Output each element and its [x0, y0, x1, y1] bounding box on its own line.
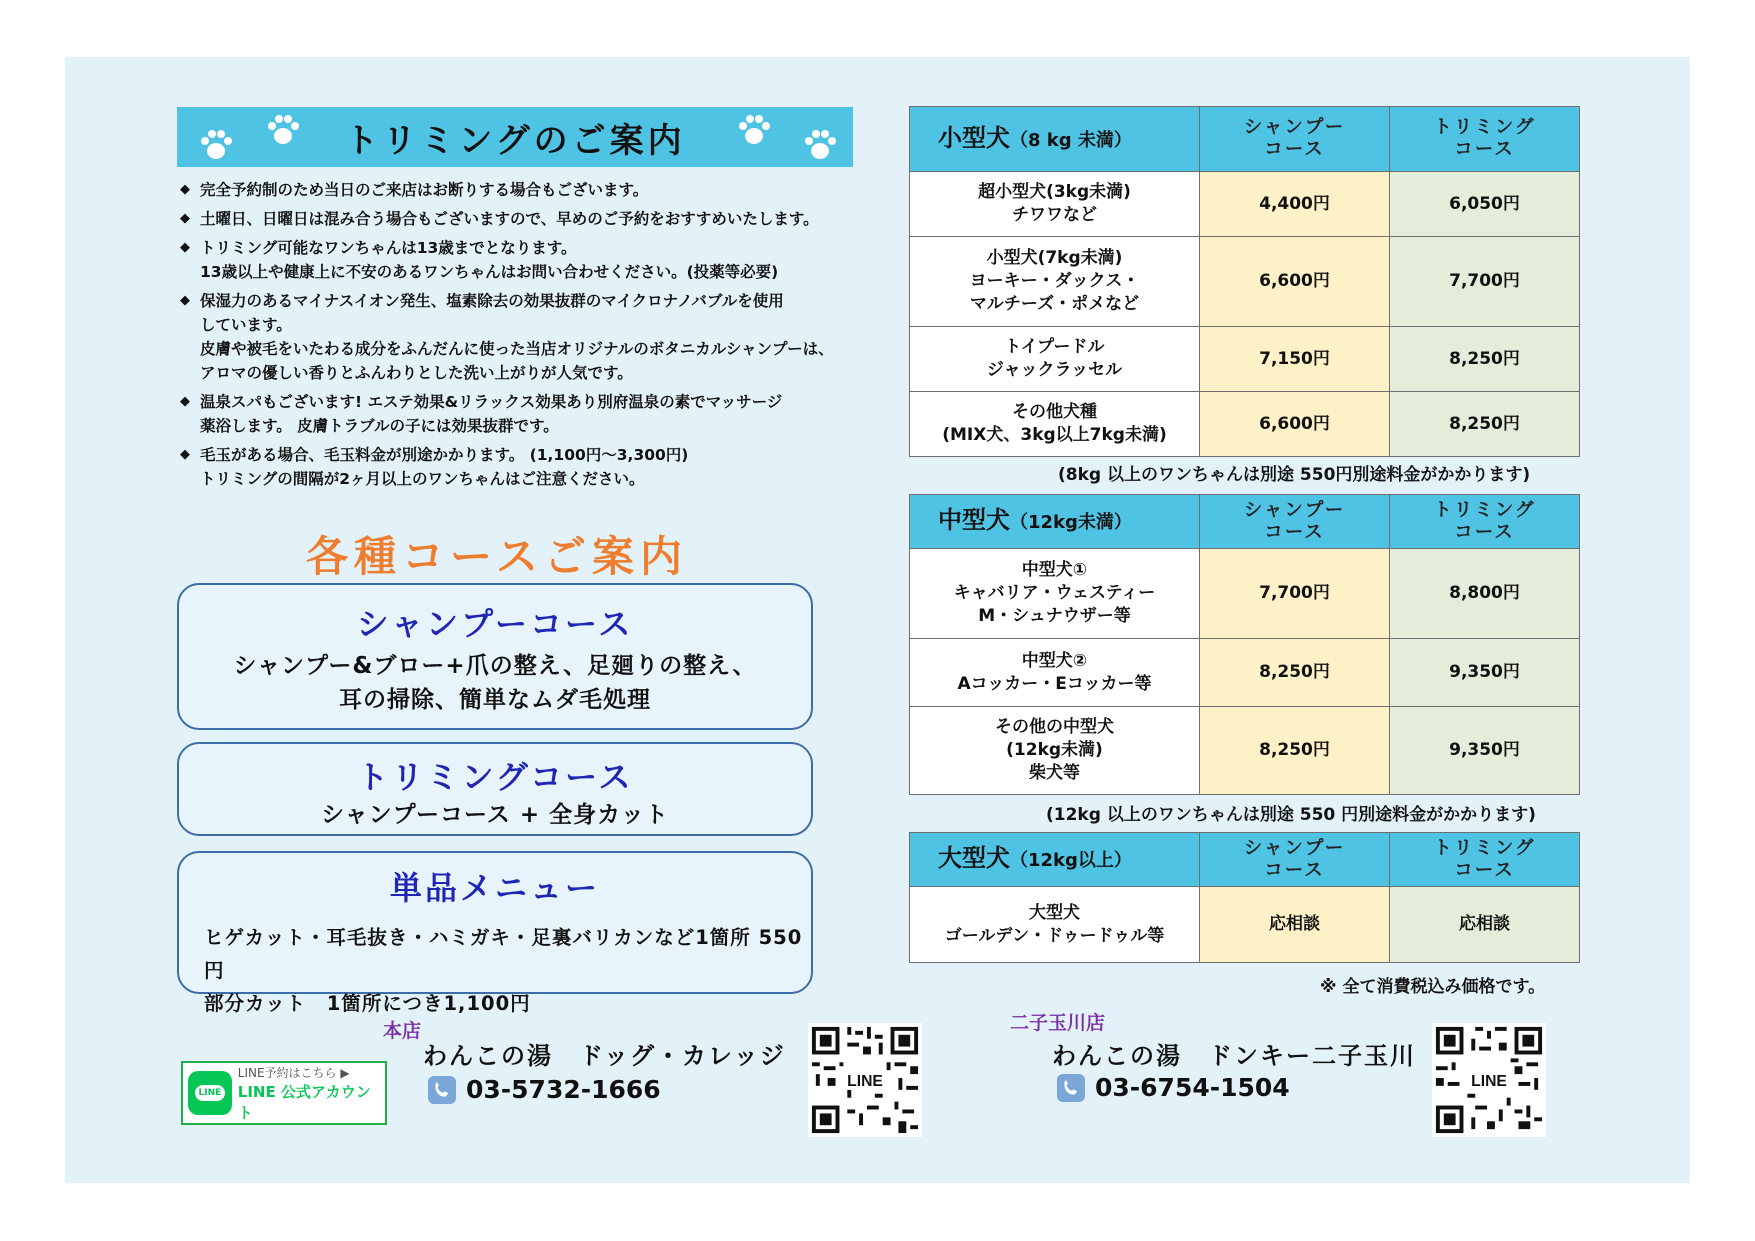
store-tag-branch: 二子玉川店 [1010, 1012, 1106, 1034]
large-dog-price-table [909, 832, 1580, 963]
table-row: 超小型犬(3kg未満) チワワなど 4,400円 6,050円 [910, 172, 1580, 237]
line-button-label: LINE 公式アカウント [237, 1082, 371, 1122]
tax-note: ※ 全て消費税込み価格です。 [1320, 977, 1546, 997]
phone-icon [428, 1076, 456, 1104]
phone-main[interactable]: 03-5732-1666 [428, 1075, 661, 1104]
table-header-row: 大型犬（12kg以上） シャンプー コース トリミング コース [910, 833, 1580, 887]
medium-dog-note: (12kg 以上のワンちゃんは別途 550 円別途料金がかかります) [1046, 805, 1536, 825]
page-title: トリミングのご案内 [344, 120, 686, 161]
paw-icon [263, 110, 303, 150]
trimming-course-box [177, 742, 813, 836]
note-item: ◆ 完全予約制のため当日のご来店はお断りする場合もございます。 [180, 181, 649, 199]
qr-code-icon[interactable] [808, 1023, 922, 1137]
course-desc: シャンプー&ブロー+爪の整え、足廻りの整え、 [233, 653, 757, 679]
course-desc: ヒゲカット・耳毛抜き・ハミガキ・足裏バリカンなど1箇所 550円 [204, 926, 803, 982]
medium-dog-price-table [909, 494, 1580, 795]
line-official-account-button[interactable] [181, 1061, 387, 1125]
course-desc: シャンプーコース + 全身カット [321, 802, 669, 828]
table-row: トイプードル ジャックラッセル 7,150円 8,250円 [910, 327, 1580, 392]
table-row: 小型犬(7kg未満) ヨーキー・ダックス・ マルチーズ・ポメなど 6,600円 7,700円 [910, 237, 1580, 327]
table-row: その他の中型犬 (12kg未満) 柴犬等 8,250円 9,350円 [910, 707, 1580, 795]
table-row: 大型犬 ゴールデン・ドゥードゥル等 応相談 応相談 [910, 887, 1580, 963]
single-menu-box [177, 851, 813, 1015]
course-desc: 部分カット 1箇所につき1,100円 [204, 992, 531, 1015]
shampoo-course-box [177, 583, 813, 730]
note-item: ◆ 保湿力のあるマイナスイオン発生、塩素除去の効果抜群のマイクロナノバブルを使用 しています。 皮膚や被毛をいたわる成分をふんだんに使った当店オリジナルのボタニカルシャンプーは、 アロマの優しい香りとふんわりとした洗い上がりが人気です。 [180, 292, 834, 382]
note-item: ◆ トリミング可能なワンちゃんは13歳までとなります。 13歳以上や健康上に不安のあるワンちゃんはお問い合わせください。(投薬等必要) [180, 239, 779, 281]
phone-icon [1057, 1074, 1085, 1102]
note-item: ◆ 土曜日、日曜日は混み合う場合もございますので、早めのご予約をおすすめいたします。 [180, 210, 819, 228]
line-logo-icon: LINE [188, 1071, 232, 1115]
svg-text:LINE: LINE [1471, 1072, 1507, 1090]
table-row: その他犬種 (MIX犬、3kg以上7kg未満) 6,600円 8,250円 [910, 392, 1580, 457]
qr-code-icon[interactable] [1432, 1023, 1546, 1137]
paw-icon [800, 125, 840, 165]
courses-heading: 各種コースご案内 [306, 532, 688, 581]
course-name: 単品メニュー [389, 869, 600, 907]
phone-branch[interactable]: 03-6754-1504 [1057, 1073, 1290, 1102]
note-item: ◆ 温泉スパもございます! エステ効果&リラックス効果あり別府温泉の素でマッサージ 薬浴します。 皮膚トラブルの子には効果抜群です。 [180, 393, 783, 435]
notes-list [180, 178, 860, 496]
store-tag-main: 本店 [383, 1020, 422, 1042]
line-button-small-label: LINE予約はこちら ▶ [237, 1065, 350, 1080]
small-dog-price-table [909, 106, 1580, 457]
course-desc: 耳の掃除、簡単なムダ毛処理 [339, 687, 651, 713]
course-name: シャンプーコース [356, 605, 634, 643]
course-name: トリミングコース [356, 758, 634, 796]
svg-text:LINE: LINE [847, 1072, 883, 1090]
table-row: 中型犬② Aコッカー・Eコッカー等 8,250円 9,350円 [910, 639, 1580, 707]
table-row: 中型犬① キャバリア・ウェスティー M・シュナウザー等 7,700円 8,800円 [910, 549, 1580, 639]
table-header-row: 中型犬（12kg未満） シャンプー コース トリミング コース [910, 495, 1580, 549]
table-header-row: 小型犬（8 kg 未満） シャンプー コース トリミング コース [910, 107, 1580, 172]
store-name-main: わんこの湯 ドッグ・カレッジ [423, 1042, 786, 1070]
note-item: ◆ 毛玉がある場合、毛玉料金が別途かかります。 (1,100円～3,300円) トリミングの間隔が2ヶ月以上のワンちゃんはご注意ください。 [180, 446, 689, 488]
store-name-branch: わんこの湯 ドンキー二子玉川 [1052, 1042, 1416, 1070]
small-dog-note: (8kg 以上のワンちゃんは別途 550円別途料金がかかります) [1058, 465, 1531, 485]
paw-icon [734, 110, 774, 150]
paw-icon [196, 125, 236, 165]
